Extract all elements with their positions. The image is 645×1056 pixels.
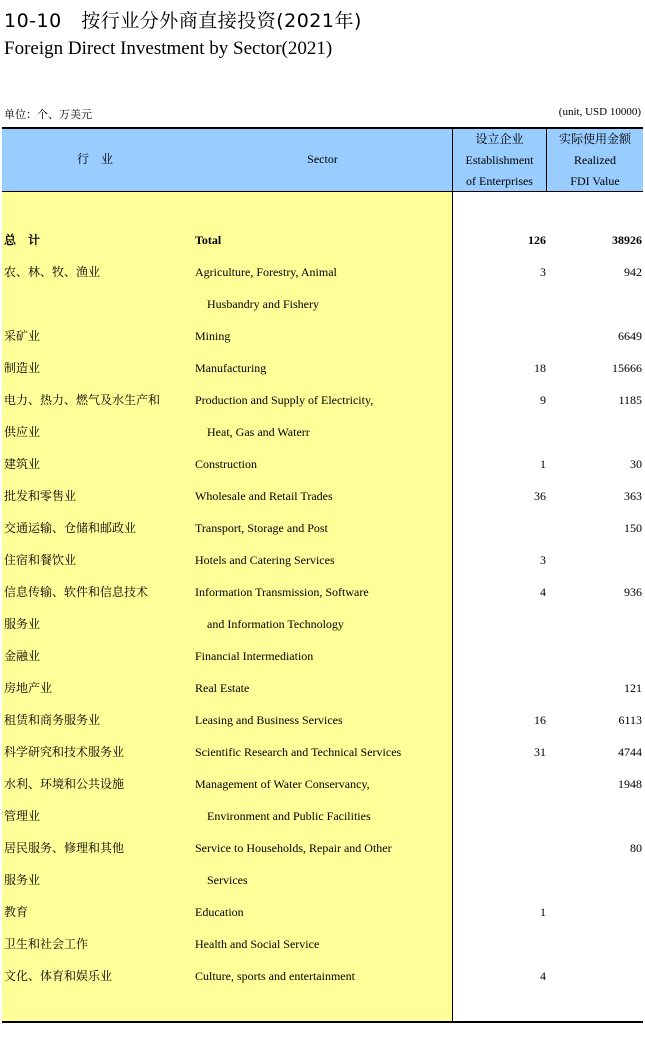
table-row xyxy=(0,616,645,648)
table-row xyxy=(0,744,645,776)
sector-english-cell: Environment and Public Facilities xyxy=(207,809,371,823)
sector-english-cell: Construction xyxy=(195,457,257,471)
establishments-cell: 3 xyxy=(540,553,546,567)
fdi-value-cell: 6649 xyxy=(618,329,642,343)
sector-english-cell: Heat, Gas and Waterr xyxy=(207,425,310,439)
sector-chinese-cell: 总 计 xyxy=(4,233,41,247)
establishments-cell: 4 xyxy=(540,969,546,983)
table-row xyxy=(0,648,645,680)
sector-chinese-cell: 金融业 xyxy=(4,649,41,663)
sector-english-cell: Real Estate xyxy=(195,681,250,695)
sector-english-cell: Scientific Research and Technical Services xyxy=(195,745,402,759)
sector-chinese-cell: 房地产业 xyxy=(4,681,53,695)
fdi-value-cell: 80 xyxy=(630,841,642,855)
sector-english-cell: Services xyxy=(207,873,248,887)
establishments-cell: 1 xyxy=(540,457,546,471)
fdi-value-cell: 38926 xyxy=(612,233,642,247)
sector-english-cell: and Information Technology xyxy=(207,617,344,631)
establishments-cell: 3 xyxy=(540,265,546,279)
sector-chinese-cell: 住宿和餐饮业 xyxy=(4,553,77,567)
table-row xyxy=(0,584,645,616)
table-row xyxy=(0,488,645,520)
sector-english-cell: Hotels and Catering Services xyxy=(195,553,335,567)
sector-chinese-cell: 农、林、牧、渔业 xyxy=(4,265,101,279)
table-row xyxy=(0,424,645,456)
sector-chinese-cell: 管理业 xyxy=(4,809,41,823)
header-col1-chinese: 设立企业 xyxy=(475,132,524,146)
table-row xyxy=(0,776,645,808)
sector-english-cell: Education xyxy=(195,905,244,919)
sector-chinese-cell: 信息传输、软件和信息技术 xyxy=(4,585,149,599)
header-sector-english: Sector xyxy=(307,152,338,166)
establishments-cell: 31 xyxy=(534,745,546,759)
sector-english-cell: Information Transmission, Software xyxy=(195,585,369,599)
sector-english-cell: Health and Social Service xyxy=(195,937,320,951)
table-bottom-rule xyxy=(2,1021,643,1023)
sector-english-cell: Total xyxy=(195,233,222,247)
fdi-value-cell: 942 xyxy=(624,265,642,279)
sector-english-cell: Agriculture, Forestry, Animal xyxy=(195,265,337,279)
sector-english-cell: Service to Households, Repair and Other xyxy=(195,841,392,855)
sector-chinese-cell: 电力、热力、燃气及水生产和 xyxy=(4,393,161,407)
fdi-value-cell: 1948 xyxy=(618,777,642,791)
establishments-cell: 9 xyxy=(540,393,546,407)
table-row xyxy=(0,520,645,552)
establishments-cell: 4 xyxy=(540,585,546,599)
sector-english-cell: Transport, Storage and Post xyxy=(195,521,328,535)
sector-english-cell: Manufacturing xyxy=(195,361,267,375)
sector-english-cell: Husbandry and Fishery xyxy=(207,297,319,311)
table-row xyxy=(0,872,645,904)
table-row xyxy=(0,808,645,840)
sector-chinese-cell: 水利、环境和公共设施 xyxy=(4,777,125,791)
header-col2-english-line1: Realized xyxy=(574,153,616,167)
sector-chinese-cell: 租赁和商务服务业 xyxy=(4,713,101,727)
sector-chinese-cell: 服务业 xyxy=(4,873,41,887)
sector-chinese-cell: 服务业 xyxy=(4,617,41,631)
page-title-chinese: 10-10 按行业分外商直接投资(2021年) xyxy=(4,10,362,32)
header-sector-chinese: 行 业 xyxy=(76,152,113,166)
fdi-value-cell: 936 xyxy=(624,585,642,599)
header-col1-english-line1: Establishment xyxy=(465,153,534,167)
sector-chinese-cell: 交通运输、仓储和邮政业 xyxy=(4,521,137,535)
sector-chinese-cell: 批发和零售业 xyxy=(4,489,77,503)
sector-english-cell: Mining xyxy=(195,329,231,343)
establishments-cell: 36 xyxy=(534,489,546,503)
establishments-cell: 16 xyxy=(534,713,546,727)
sector-chinese-cell: 文化、体育和娱乐业 xyxy=(4,969,113,983)
table-row xyxy=(0,712,645,744)
fdi-value-cell: 121 xyxy=(624,681,642,695)
sector-english-cell: Management of Water Conservancy, xyxy=(195,777,370,791)
table-row xyxy=(0,232,645,264)
unit-label-chinese: 单位：个、万美元 xyxy=(4,108,92,121)
sector-english-cell: Financial Intermediation xyxy=(195,649,314,663)
table-row xyxy=(0,456,645,488)
table-row xyxy=(0,392,645,424)
header-col2-english-line2: FDI Value xyxy=(570,174,620,188)
sector-chinese-cell: 制造业 xyxy=(4,361,41,375)
sector-english-cell: Leasing and Business Services xyxy=(195,713,343,727)
sector-english-cell: Wholesale and Retail Trades xyxy=(195,489,333,503)
table-row xyxy=(0,840,645,872)
sector-chinese-cell: 卫生和社会工作 xyxy=(4,937,89,951)
fdi-value-cell: 4744 xyxy=(618,745,642,759)
sector-chinese-cell: 建筑业 xyxy=(4,457,41,471)
fdi-value-cell: 6113 xyxy=(618,713,642,727)
table-row xyxy=(0,680,645,712)
sector-chinese-cell: 科学研究和技术服务业 xyxy=(4,745,125,759)
table-row xyxy=(0,360,645,392)
table-row xyxy=(0,328,645,360)
table-row xyxy=(0,296,645,328)
table-row xyxy=(0,552,645,584)
sector-english-cell: Production and Supply of Electricity, xyxy=(195,393,374,407)
establishments-cell: 18 xyxy=(534,361,546,375)
fdi-value-cell: 15666 xyxy=(612,361,642,375)
header-col1-english-line2: of Enterprises xyxy=(466,174,533,188)
sector-english-cell: Culture, sports and entertainment xyxy=(195,969,355,983)
sector-chinese-cell: 教育 xyxy=(4,905,29,919)
fdi-value-cell: 1185 xyxy=(618,393,642,407)
establishments-cell: 126 xyxy=(528,233,546,247)
sector-chinese-cell: 采矿业 xyxy=(4,329,41,343)
fdi-value-cell: 150 xyxy=(624,521,642,535)
fdi-value-cell: 363 xyxy=(624,489,642,503)
table-row xyxy=(0,904,645,936)
sector-chinese-cell: 居民服务、修理和其他 xyxy=(4,841,125,855)
unit-label-english: (unit, USD 10000) xyxy=(558,106,641,118)
table-row xyxy=(0,968,645,1000)
table-row xyxy=(0,264,645,296)
establishments-cell: 1 xyxy=(540,905,546,919)
page-title-english: Foreign Direct Investment by Sector(2021) xyxy=(4,38,333,59)
header-col2-chinese: 实际使用金额 xyxy=(558,132,631,146)
fdi-value-cell: 30 xyxy=(630,457,642,471)
sector-chinese-cell: 供应业 xyxy=(4,425,41,439)
table-row xyxy=(0,936,645,968)
